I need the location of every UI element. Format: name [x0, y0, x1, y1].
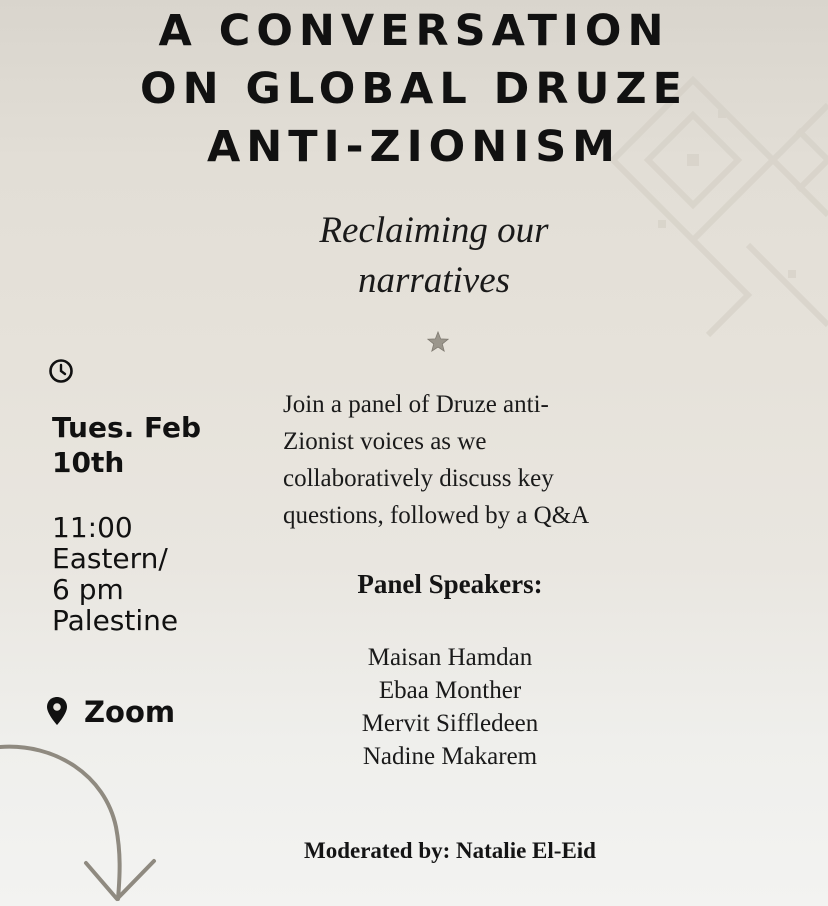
- moderator-credit: Moderated by: Natalie El-Eid: [304, 838, 596, 863]
- event-time: [52, 512, 252, 636]
- event-description: [283, 386, 703, 534]
- event-location: Zoom: [84, 695, 176, 729]
- event-description-line-3: collaboratively discuss key: [283, 465, 554, 492]
- map-pin-icon: [46, 696, 68, 726]
- event-title: [0, 2, 828, 176]
- event-subtitle: [234, 206, 634, 306]
- panel-speakers-list: [300, 641, 600, 773]
- speaker-name: Mervit Siffledeen: [361, 710, 539, 737]
- event-subtitle-line-2: narratives: [357, 260, 511, 301]
- event-date: Tues. Feb 10th: [52, 411, 202, 479]
- event-time-line-4: Palestine: [52, 604, 179, 637]
- event-time-line-1: 11:00: [52, 511, 133, 544]
- star-icon: [427, 331, 449, 353]
- event-description-line-1: Join a panel of Druze anti-: [283, 391, 549, 418]
- event-description-line-2: Zionist voices as we: [283, 428, 487, 455]
- clock-icon: [48, 358, 74, 384]
- event-time-line-3: 6 pm: [52, 573, 124, 606]
- speaker-name: Nadine Makarem: [362, 743, 538, 770]
- event-subtitle-line-1: Reclaiming our: [319, 210, 549, 251]
- event-time-line-2: Eastern/: [52, 542, 168, 575]
- event-title-line-3: ANTI-ZIONISM: [207, 122, 621, 172]
- curved-arrow-icon: [0, 735, 170, 906]
- speaker-name: Ebaa Monther: [378, 677, 522, 704]
- panel-speakers-heading: Panel Speakers:: [357, 569, 543, 599]
- event-title-line-2: ON GLOBAL DRUZE: [140, 64, 688, 114]
- speaker-name: Maisan Hamdan: [367, 644, 533, 671]
- event-description-line-4: questions, followed by a Q&A: [283, 502, 590, 529]
- event-title-line-1: A CONVERSATION: [158, 6, 670, 56]
